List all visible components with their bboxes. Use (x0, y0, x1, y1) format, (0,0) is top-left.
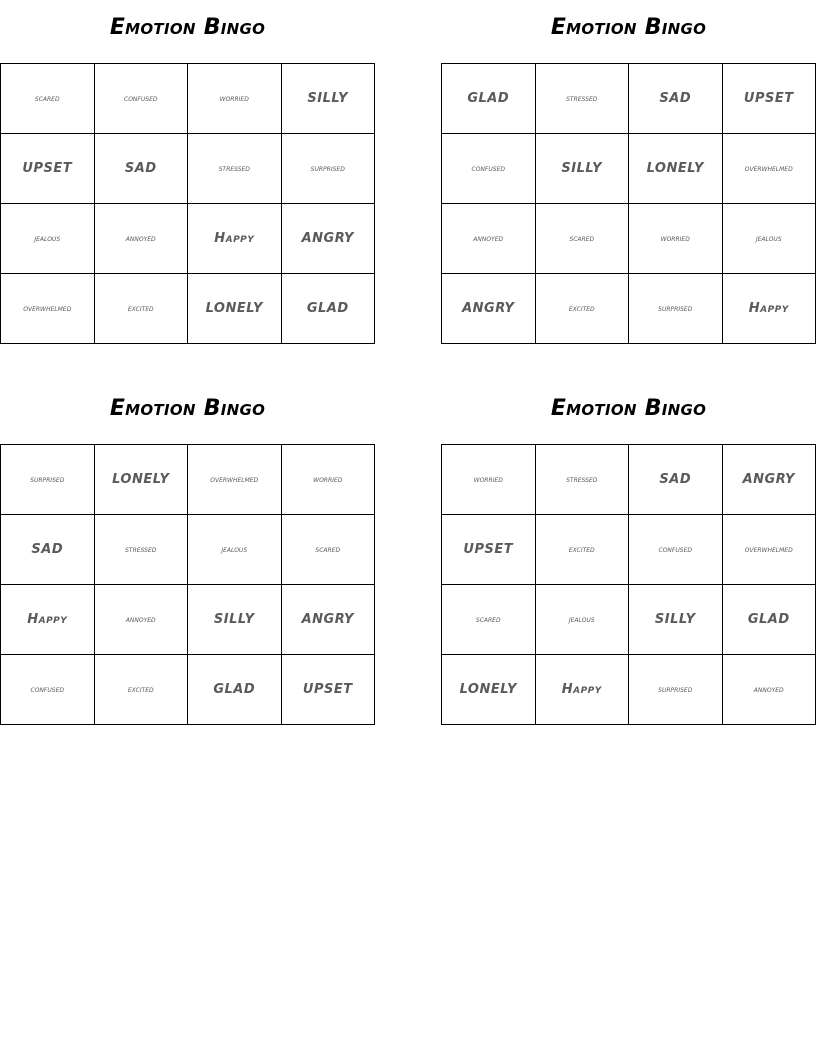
bingo-cell[interactable]: ANGRY (723, 445, 816, 515)
bingo-cell[interactable]: LONELY (188, 274, 282, 344)
bingo-cell[interactable]: GLAD (442, 64, 536, 134)
bingo-cell[interactable]: confused (95, 64, 189, 134)
bingo-cell[interactable]: overwhelmed (1, 274, 95, 344)
bingo-cell[interactable]: annoyed (442, 204, 536, 274)
bingo-cell[interactable]: excited (95, 655, 189, 725)
bingo-cell[interactable]: worried (442, 445, 536, 515)
bingo-cell[interactable]: scared (536, 204, 630, 274)
bingo-cell[interactable]: stressed (188, 134, 282, 204)
bingo-grid (0, 444, 375, 725)
card-title: Emotion Bingo (550, 15, 707, 40)
bingo-cell[interactable]: GLAD (188, 655, 282, 725)
bingo-cell[interactable]: UPSET (282, 655, 376, 725)
bingo-cell[interactable]: jealous (536, 585, 630, 655)
bingo-cell[interactable]: UPSET (442, 515, 536, 585)
bingo-cell[interactable]: overwhelmed (723, 134, 816, 204)
bingo-cell[interactable]: scared (1, 64, 95, 134)
bingo-cell[interactable]: UPSET (723, 64, 816, 134)
bingo-cell[interactable]: annoyed (95, 204, 189, 274)
bingo-cell[interactable]: scared (282, 515, 376, 585)
bingo-grid (441, 63, 816, 344)
bingo-grid (0, 63, 375, 344)
bingo-cell[interactable]: Happy (723, 274, 816, 344)
bingo-cell[interactable]: confused (629, 515, 723, 585)
bingo-cell[interactable]: stressed (536, 64, 630, 134)
bingo-cell[interactable]: Happy (188, 204, 282, 274)
bingo-cell[interactable]: SILLY (282, 64, 376, 134)
bingo-cell[interactable]: excited (536, 274, 630, 344)
bingo-cell[interactable]: stressed (536, 445, 630, 515)
bingo-cell[interactable]: worried (188, 64, 282, 134)
bingo-cell[interactable]: SILLY (629, 585, 723, 655)
bingo-cell[interactable]: SAD (1, 515, 95, 585)
bingo-cell[interactable]: confused (442, 134, 536, 204)
bingo-cell[interactable]: scared (442, 585, 536, 655)
bingo-cell[interactable]: surprised (282, 134, 376, 204)
bingo-cell[interactable]: annoyed (95, 585, 189, 655)
bingo-cell[interactable]: SILLY (188, 585, 282, 655)
bingo-cell[interactable]: Happy (536, 655, 630, 725)
bingo-cell[interactable]: jealous (188, 515, 282, 585)
bingo-cell[interactable]: surprised (629, 274, 723, 344)
bingo-cell[interactable]: ANGRY (282, 585, 376, 655)
bingo-cell[interactable]: stressed (95, 515, 189, 585)
bingo-cell[interactable]: UPSET (1, 134, 95, 204)
bingo-cell[interactable]: LONELY (442, 655, 536, 725)
bingo-cell[interactable]: confused (1, 655, 95, 725)
card-title: Emotion Bingo (109, 396, 266, 421)
bingo-cell[interactable]: jealous (1, 204, 95, 274)
bingo-cell[interactable]: worried (629, 204, 723, 274)
bingo-cell[interactable]: GLAD (282, 274, 376, 344)
bingo-cell[interactable]: Happy (1, 585, 95, 655)
bingo-cell[interactable]: annoyed (723, 655, 816, 725)
bingo-cell[interactable]: excited (536, 515, 630, 585)
bingo-cell[interactable]: LONELY (629, 134, 723, 204)
bingo-cell[interactable]: overwhelmed (188, 445, 282, 515)
bingo-cell[interactable]: surprised (1, 445, 95, 515)
bingo-cell[interactable]: LONELY (95, 445, 189, 515)
bingo-cell[interactable]: ANGRY (442, 274, 536, 344)
card-title: Emotion Bingo (550, 396, 707, 421)
bingo-cell[interactable]: jealous (723, 204, 816, 274)
bingo-cell[interactable]: SAD (629, 64, 723, 134)
bingo-cell[interactable]: surprised (629, 655, 723, 725)
bingo-cell[interactable]: GLAD (723, 585, 816, 655)
card-title: Emotion Bingo (109, 15, 266, 40)
bingo-cell[interactable]: worried (282, 445, 376, 515)
bingo-cell[interactable]: ANGRY (282, 204, 376, 274)
bingo-cell[interactable]: excited (95, 274, 189, 344)
bingo-cell[interactable]: SAD (629, 445, 723, 515)
bingo-cell[interactable]: SILLY (536, 134, 630, 204)
bingo-grid (441, 444, 816, 725)
bingo-cell[interactable]: SAD (95, 134, 189, 204)
bingo-cell[interactable]: overwhelmed (723, 515, 816, 585)
